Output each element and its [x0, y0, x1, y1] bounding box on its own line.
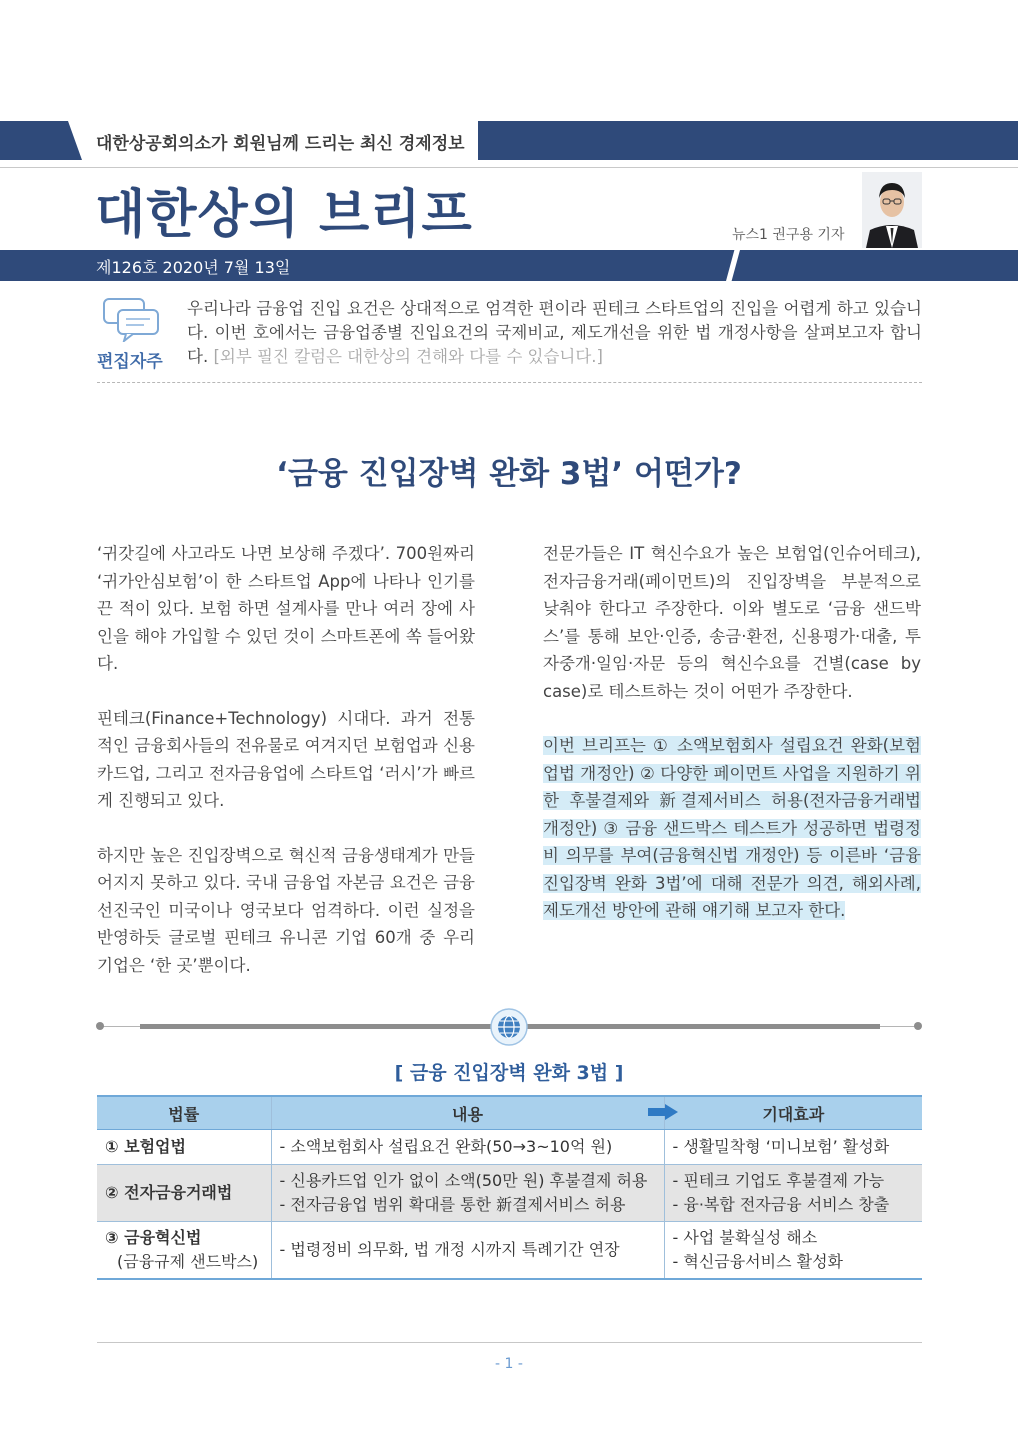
content-line: - 신용카드업 인가 없이 소액(50만 원) 후불결제 허용: [279, 1171, 648, 1190]
reporter-name: 뉴스1 권구용 기자: [732, 227, 845, 243]
effect-line: - 핀테크 기업도 후불결제 가능: [672, 1171, 885, 1190]
effect-cell: [664, 1130, 922, 1165]
divider-dot: [96, 1022, 104, 1030]
body-left-column: [97, 540, 475, 1006]
issue-info: 제126호 2020년 7월 13일: [96, 258, 291, 277]
editor-note-text: [187, 297, 922, 369]
table-title: [ 금융 진입장벽 완화 3법 ]: [394, 1062, 624, 1084]
table-row: [97, 1165, 922, 1222]
highlight-text: 이번 브리프는 ① 소액보험회사 설립요건 완화(보험업법 개정안) ② 다양한 페이먼트 사업을 지원하기 위한 후불결제와 新결제서비스 허용(전자금융거래법 개정안) ③ 금융 샌드박스 테스트가 성공하면 법령정비 의무를 부여(금융혁신법 개정안) 등 이른바 ‘금융 진입장벽 완화 3법’에 대해 전문가 의견, 해외사례, 제도개선 방안에 관해 얘기해 보고자 한다.: [543, 736, 921, 920]
header-content-label: 내용: [452, 1104, 483, 1124]
article-headline: ‘금융 진입장벽 완화 3법’ 어떤가?: [276, 456, 742, 492]
table-row: [97, 1130, 922, 1165]
table-header-row: [97, 1096, 922, 1130]
page-number: - 1 -: [495, 1356, 523, 1372]
highlighted-paragraph: [543, 732, 921, 925]
law-subtitle: (금융규제 샌드박스): [117, 1252, 259, 1271]
law-table: [97, 1095, 922, 1280]
chat-bubbles-icon: [102, 296, 160, 342]
content-line: - 법령정비 의무화, 법 개정 시까지 특례기간 연장: [279, 1240, 620, 1259]
law-name: ③ 금융혁신법: [105, 1228, 202, 1247]
brand-title: 대한상의 브리프: [95, 185, 473, 245]
header-effect: 기대효과: [664, 1096, 922, 1130]
content-cell: [271, 1130, 664, 1165]
law-cell: [97, 1165, 271, 1222]
content-cell: [271, 1165, 664, 1222]
effect-line: - 혁신금융서비스 활성화: [672, 1252, 844, 1271]
body-right-column: [543, 540, 921, 952]
tagline: 대한상공회의소가 회원님께 드리는 최신 경제정보: [96, 134, 465, 154]
header-content: [271, 1096, 664, 1130]
content-cell: [271, 1222, 664, 1280]
effect-line: - 생활밀착형 ‘미니보험’ 활성화: [672, 1137, 890, 1156]
law-name: ② 전자금융거래법: [105, 1183, 233, 1202]
effect-line: - 융·복합 전자금융 서비스 창출: [672, 1195, 890, 1214]
content-line: - 소액보험회사 설립요건 완화(50→3~10억 원): [279, 1137, 613, 1156]
dashed-divider: [97, 382, 922, 383]
law-cell: [97, 1222, 271, 1280]
paragraph: 하지만 높은 진입장벽으로 혁신적 금융생태계가 만들어지지 못하고 있다. 국내 금융업 자본금 요건은 금융선진국인 미국이나 영국보다 엄격하다. 이런 실정을 반영하듯 글로벌 핀테크 유니콘 기업 60개 중 우리 기업은 ‘한 곳’뿐이다.: [97, 845, 475, 975]
law-name: ① 보험업법: [105, 1137, 186, 1156]
editor-note-label: 편집자주: [97, 352, 163, 372]
effect-line: - 사업 불확실성 해소: [672, 1228, 818, 1247]
editor-note-disclaimer: [외부 필진 칼럼은 대한상의 견해와 다를 수 있습니다.]: [213, 347, 603, 366]
globe-icon: [490, 1008, 528, 1046]
law-cell: [97, 1130, 271, 1165]
paragraph: 핀테크(Finance+Technology) 시대다. 과거 전통적인 금융회사들의 전유물로 여겨지던 보험업과 신용카드업, 그리고 전자금융업에 스타트업 ‘러시’가 빠르게 진행되고 있다.: [97, 708, 475, 810]
header-law: 법률: [97, 1096, 271, 1130]
reporter-photo: [862, 172, 922, 248]
editor-note-body: 우리나라 금융업 진입 요건은 상대적으로 엄격한 편이라 핀테크 스타트업의 진입을 어렵게 하고 있습니다. 이번 호에서는 금융업종별 진입요건의 국제비교, 제도개선을 위한 법 개정사항을 살펴보고자 합니다.: [187, 299, 922, 366]
footer-divider: [97, 1342, 922, 1343]
content-line: - 전자금융업 범위 확대를 통한 新결제서비스 허용: [279, 1195, 626, 1214]
paragraph: 전문가들은 IT 혁신수요가 높은 보험업(인슈어테크), 전자금융거래(페이먼트)의 진입장벽을 부분적으로 낮춰야 한다고 주장한다. 이와 별도로 ‘금융 샌드박스’를 통해 보안·인증, 송금·환전, 신용평가·대출, 투자중개·일임·자문 등의 혁신수요를 건별(case by case)로 테스트하는 것이 어떤가 주장한다.: [543, 544, 921, 701]
paragraph: ‘귀갓길에 사고라도 나면 보상해 주겠다’. 700원짜리 ‘귀가안심보험’이 한 스타트업 App에 나타나 인기를 끈 적이 있다. 보험 하면 설계사를 만나 여러 장에 사인을 해야 가입할 수 있던 것이 스마트폰에 쏙 들어왔다.: [97, 544, 475, 673]
divider-dot: [914, 1022, 922, 1030]
arrow-right-icon: [648, 1104, 678, 1120]
effect-cell: [664, 1222, 922, 1280]
header-divider: [0, 167, 1018, 168]
table-row: [97, 1222, 922, 1280]
effect-cell: [664, 1165, 922, 1222]
